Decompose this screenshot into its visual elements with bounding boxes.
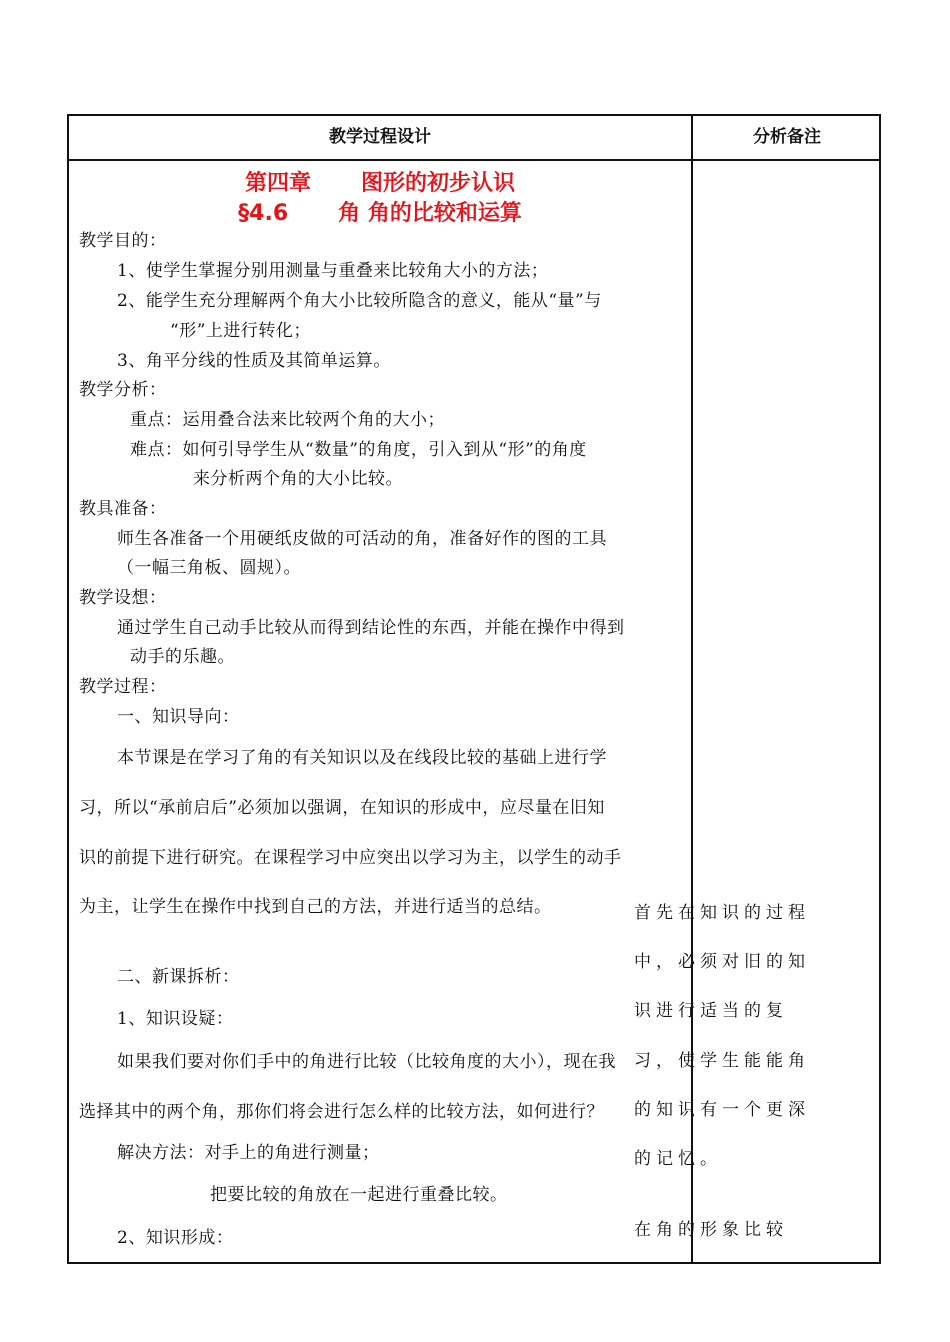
part1-paragraph-line-3: 识的前提下进行研究。在课程学习中应突出以学习为主，以学生的动手 (79, 848, 622, 868)
difficulty-line-1: 难点：如何引导学生从“数量”的角度，引入到从“形”的角度 (130, 440, 587, 460)
note-line-7: 在角的形象比较 (634, 1220, 788, 1240)
part2-2-heading: 2、知识形成： (117, 1228, 234, 1248)
note-line-1: 首先在知识的过程 (634, 903, 810, 923)
idea-heading: 教学设想： (79, 588, 167, 608)
objective-3: 3、角平分线的性质及其简单运算。 (117, 351, 391, 371)
part1-paragraph-line-2: 习，所以“承前启后”必须加以强调，在知识的形成中，应尽量在旧知 (79, 798, 605, 818)
chapter-title (69, 166, 691, 197)
header-analysis-notes: 分析备注 (753, 127, 821, 147)
section-number: §4.6 (238, 201, 289, 226)
objective-2-line-1: 2、能学生充分理解两个角大小比较所隐含的意义，能从“量”与 (117, 291, 602, 311)
part1-paragraph-line-4: 为主，让学生在操作中找到自己的方法，并进行适当的总结。 (79, 897, 552, 917)
chapter-name: 图形的初步认识 (361, 171, 516, 196)
objectives-heading: 教学目的： (79, 231, 167, 251)
column-divider (691, 116, 693, 1262)
part2-1-line-1: 如果我们要对你们手中的角进行比较（比较角度的大小），现在我 (117, 1052, 616, 1072)
idea-line-1: 通过学生自己动手比较从而得到结论性的东西，并能在操作中得到 (117, 618, 625, 638)
part1-paragraph-line-1: 本节课是在学习了角的有关知识以及在线段比较的基础上进行学 (117, 748, 607, 768)
section-name: 角 角的比较和运算 (338, 201, 522, 226)
section-title (69, 196, 691, 227)
objective-2-line-2: “形”上进行转化； (170, 321, 311, 341)
part2-1-heading: 1、知识设疑： (117, 1009, 234, 1029)
tools-line-2: （一幅三角板、圆规）。 (117, 558, 301, 578)
note-line-6: 的记忆。 (634, 1149, 722, 1169)
part2-1-line-2: 选择其中的两个角，那你们将会进行怎么样的比较方法，如何进行？ (79, 1102, 604, 1122)
tools-line-1: 师生各准备一个用硬纸皮做的可活动的角，准备好作的图的工具 (117, 529, 607, 549)
solution-line-2: 把要比较的角放在一起进行重叠比较。 (210, 1185, 508, 1205)
process-heading: 教学过程： (79, 677, 167, 697)
header-divider (69, 159, 879, 161)
note-line-4: 习，使学生能能角 (634, 1051, 810, 1071)
tools-heading: 教具准备： (79, 499, 167, 519)
key-point: 重点：运用叠合法来比较两个角的大小； (130, 410, 445, 430)
solution-line-1: 解决方法：对手上的角进行测量； (117, 1143, 380, 1163)
note-line-2: 中，必须对旧的知 (634, 952, 810, 972)
part1-heading: 一、知识导向： (117, 707, 240, 727)
analysis-heading: 教学分析： (79, 380, 167, 400)
objective-1: 1、使学生掌握分别用测量与重叠来比较角大小的方法； (117, 261, 549, 281)
difficulty-line-2: 来分析两个角的大小比较。 (193, 469, 403, 489)
note-line-3: 识进行适当的复 (634, 1001, 788, 1021)
note-line-5: 的知识有一个更深 (634, 1100, 810, 1120)
header-teaching-process: 教学过程设计 (329, 127, 431, 147)
part2-heading: 二、新课拆析： (117, 967, 240, 987)
chapter-number: 第四章 (244, 171, 311, 196)
idea-line-2: 动手的乐趣。 (130, 647, 235, 667)
